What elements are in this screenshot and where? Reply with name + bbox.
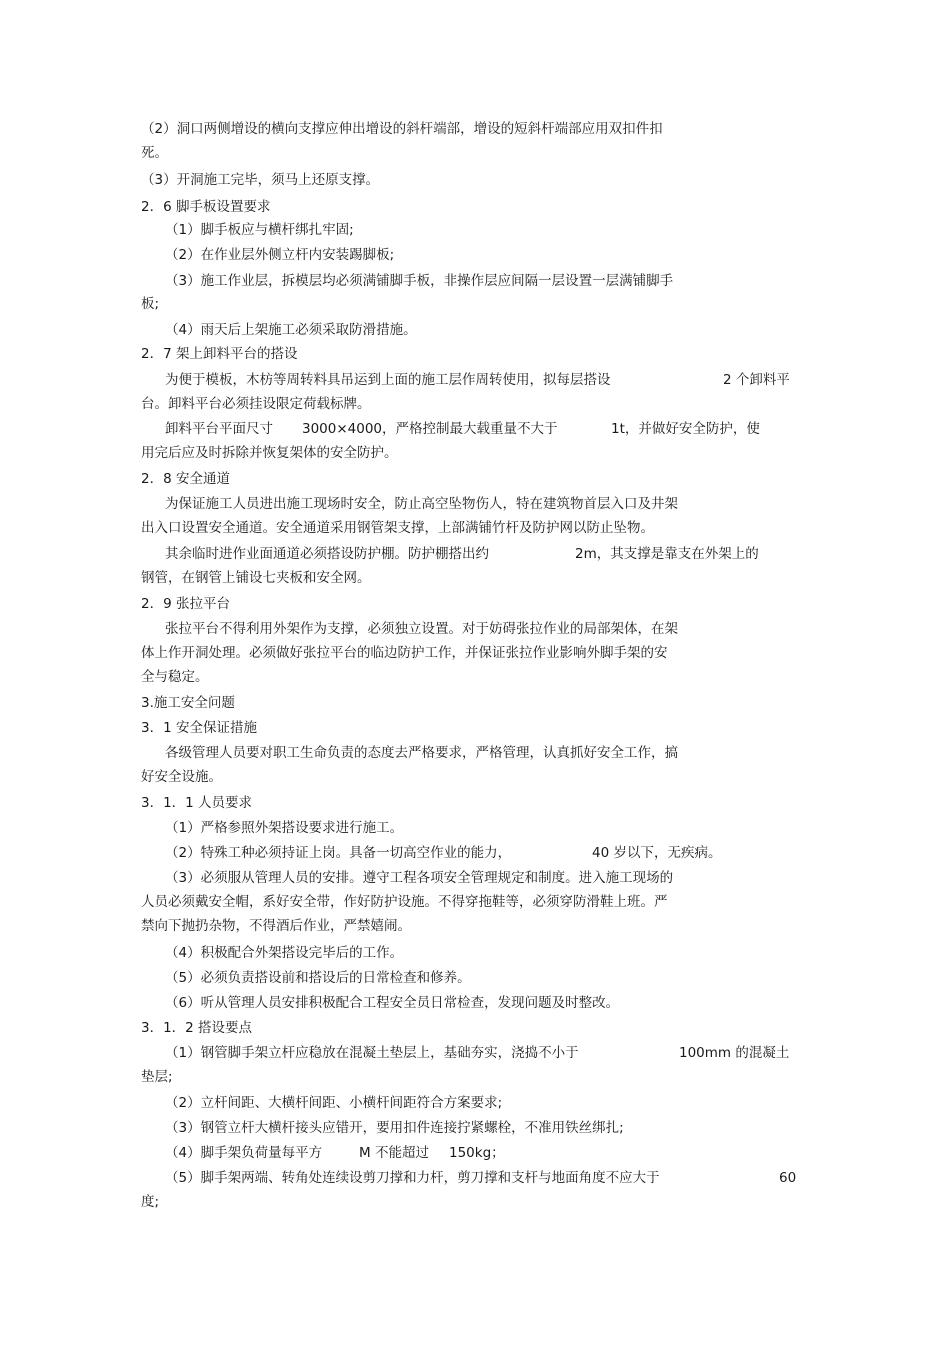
- text-line: 全与稳定。: [141, 669, 209, 685]
- text-line: （3）钢管立杆大横杆接头应错开，要用扣件连接拧紧螺栓，不准用铁丝绑扎;: [165, 1120, 624, 1136]
- text-line: 100mm 的混凝土: [679, 1045, 790, 1061]
- text-line: （2）特殊工种必须持证上岗。具备一切高空作业的能力，: [165, 845, 512, 861]
- text-line: （6）听从管理人员安排积极配合工程安全员日常检查，发现问题及时整改。: [165, 995, 620, 1011]
- text-line: （2）立杆间距、大横杆间距、小横杆间距符合方案要求;: [165, 1095, 503, 1111]
- text-line: （5）脚手架两端、转角处连续设剪刀撑和力杆，剪刀撑和支杆与地面角度不应大于: [165, 1170, 660, 1186]
- section-heading: 3．1．2 搭设要点: [141, 1020, 253, 1036]
- text-line: 3000×4000，严格控制最大载重量不大于: [302, 421, 558, 437]
- text-line: 2 个卸料平: [723, 372, 790, 388]
- text-line: 好安全设施。: [141, 769, 222, 785]
- section-heading: 2．6 脚手板设置要求: [141, 199, 271, 215]
- text-line: 死。: [141, 145, 168, 161]
- text-line: 其余临时进作业面通道必须搭设防护棚。防护棚搭出约: [165, 546, 489, 562]
- text-line: 150kg；: [449, 1145, 505, 1161]
- text-line: 张拉平台不得利用外架作为支撑，必须独立设置。对于妨碍张拉作业的局部架体，在架: [165, 621, 678, 637]
- section-heading: 3．1．1 人员要求: [141, 795, 253, 811]
- section-heading: 2．9 张拉平台: [141, 596, 230, 612]
- text-line: 台。卸料平台必须挂设限定荷载标牌。: [141, 396, 371, 412]
- text-line: （4）脚手架负荷量每平方: [165, 1145, 323, 1161]
- text-line: （2）在作业层外侧立杆内安装踢脚板;: [165, 247, 395, 263]
- section-heading: 2．8 安全通道: [141, 471, 230, 487]
- text-line: （2）洞口两侧增设的横向支撑应伸出增设的斜杆端部，增设的短斜杆端部应用双扣件扣: [141, 121, 663, 137]
- text-line: 钢管，在钢管上铺设七夹板和安全网。: [141, 570, 371, 586]
- text-line: （1）脚手板应与横杆绑扎牢固;: [165, 222, 354, 238]
- text-line: （3）必须服从管理人员的安排。遵守工程各项安全管理规定和制度。进入施工现场的: [165, 870, 674, 886]
- text-line: （1）钢管脚手架立杆应稳放在混凝土垫层上，基础夯实，浇捣不小于: [165, 1045, 579, 1061]
- text-line: 60: [779, 1170, 797, 1186]
- text-line: 用完后应及时拆除并恢复架体的安全防护。: [141, 445, 398, 461]
- section-heading: 3．1 安全保证措施: [141, 720, 257, 736]
- section-heading: 3.施工安全问题: [141, 695, 235, 711]
- text-line: 禁向下抛扔杂物，不得酒后作业，严禁嬉闹。: [141, 918, 411, 934]
- text-line: 卸料平台平面尺寸: [165, 421, 273, 437]
- text-line: （4）雨天后上架施工必须采取防滑措施。: [165, 322, 417, 338]
- text-line: 板;: [141, 296, 160, 312]
- text-line: （3）开洞施工完毕，须马上还原支撑。: [141, 172, 380, 188]
- text-line: 出入口设置安全通道。安全通道采用钢管架支撑，上部满铺竹杆及防护网以防止坠物。: [141, 520, 654, 536]
- text-line: （4）积极配合外架搭设完毕后的工作。: [165, 945, 404, 961]
- text-line: 为保证施工人员进出施工现场时安全，防止高空坠物伤人，特在建筑物首层入口及井架: [165, 496, 678, 512]
- text-line: 垫层;: [141, 1069, 173, 1085]
- text-line: M 不能超过: [359, 1145, 429, 1161]
- text-line: 各级管理人员要对职工生命负责的态度去严格要求，严格管理，认真抓好安全工作，搞: [165, 745, 678, 761]
- text-line: 度;: [141, 1194, 160, 1210]
- text-line: 2m，其支撑是靠支在外架上的: [575, 546, 759, 562]
- text-line: 1t，并做好安全防护，使: [611, 421, 760, 437]
- text-line: 40 岁以下，无疾病。: [592, 845, 722, 861]
- text-line: 人员必须戴安全帽，系好安全带，作好防护设施。不得穿拖鞋等，必须穿防滑鞋上班。严: [141, 894, 668, 910]
- text-line: （5）必须负责搭设前和搭设后的日常检查和修养。: [165, 970, 471, 986]
- text-line: 体上作开洞处理。必须做好张拉平台的临边防护工作，并保证张拉作业影响外脚手架的安: [141, 645, 668, 661]
- text-line: 为便于模板，木枋等周转料具吊运到上面的施工层作周转使用，拟每层搭设: [165, 372, 611, 388]
- section-heading: 2．7 架上卸料平台的搭设: [141, 346, 298, 362]
- text-line: （3）施工作业层，拆模层均必须满铺脚手板，非操作层应间隔一层设置一层满铺脚手: [165, 273, 674, 289]
- text-line: （1）严格参照外架搭设要求进行施工。: [165, 820, 404, 836]
